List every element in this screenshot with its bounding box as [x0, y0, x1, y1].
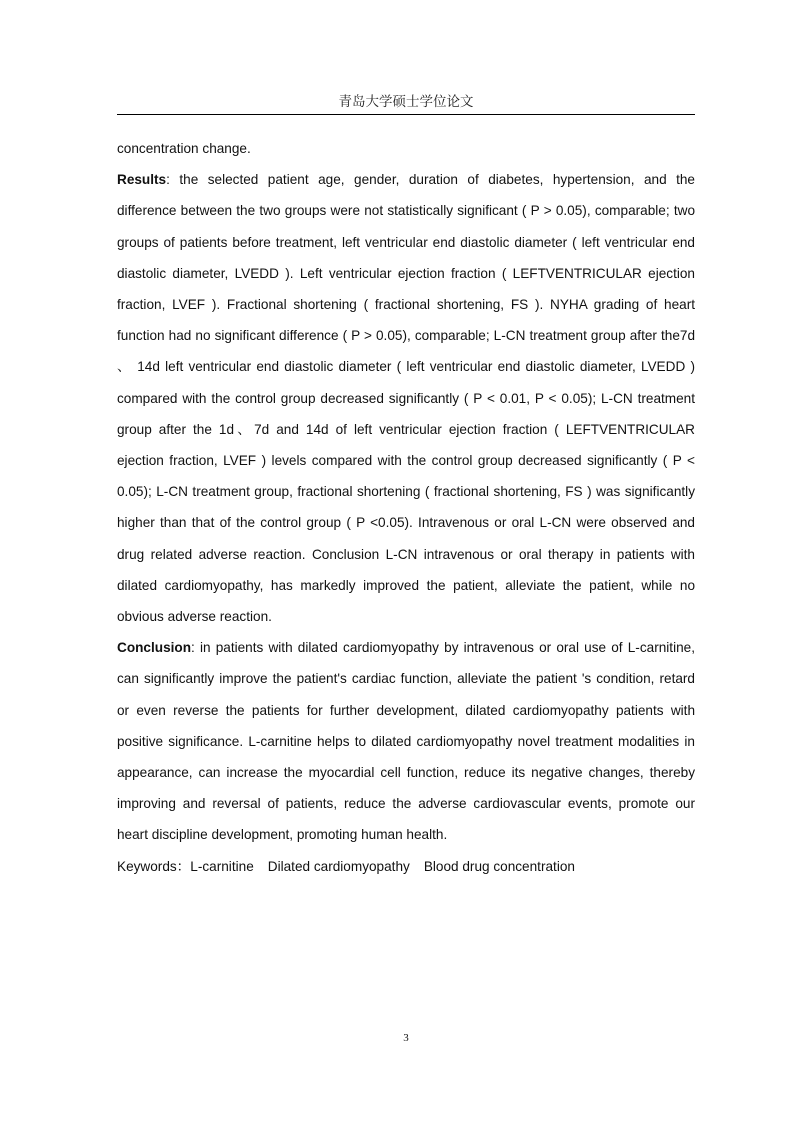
- conclusion-paragraph: [117, 632, 695, 850]
- keywords-line: [117, 851, 695, 882]
- keyword-term: Dilated cardiomyopathy: [267, 858, 410, 874]
- results-paragraph: [117, 164, 695, 632]
- intro-fragment: concentration change.: [117, 141, 251, 156]
- keywords-label: Keywords：: [117, 858, 191, 874]
- keyword-term: Blood drug concentration: [423, 858, 575, 874]
- results-text: : the selected patient age, gender, duration of diabetes, hypertension, and the difference between the two groups were not statistically significant ( P > 0.05), comparable; two groups of patients before treatment, left ventricular end diastolic diameter ( left ventricular end diastolic diameter, LVEDD ). Left ventricular ejection fraction ( LEFTVENTRICULAR ejection fraction, LVEF ). Fractional shortening ( fractional shortening, FS ). NYHA grading of heart function had no significant difference ( P > 0.05), comparable; L-CN treatment group after the7d 、 14d left ventricular end diastolic diameter ( left ventricular end diastolic diameter, LVEDD ) compared with the control group decreased significantly ( P < 0.01, P < 0.05); L-CN treatment group after the 1d、7d and 14d of left ventricular ejection fraction ( LEFTVENTRICULAR ejection fraction, LVEF ) levels compared with the control group decreased significantly ( P < 0.05); L-CN treatment group, fractional shortening ( fractional shortening, FS ) was significantly higher than that of the control group ( P <0.05). Intravenous or oral L-CN were observed and drug related adverse reaction. Conclusion L-CN intravenous or oral therapy in patients with dilated cardiomyopathy, has markedly improved the patient, alleviate the patient, while no obvious adverse reaction.: [117, 172, 695, 625]
- abstract-body: [117, 133, 695, 882]
- running-header: 青岛大学硕士学位论文: [338, 94, 474, 110]
- page-number: 3: [403, 1032, 409, 1044]
- results-label: Results: [117, 172, 167, 188]
- conclusion-label: Conclusion: [117, 640, 192, 656]
- conclusion-text: : in patients with dilated cardiomyopathy by intravenous or oral use of L-carnitine, can significantly improve the patient's cardiac function, alleviate the patient 's condition, retard or even reverse the patients for further development, dilated cardiomyopathy patients with positive significance. L-carnitine helps to dilated cardiomyopathy novel treatment modalities in appearance, can increase the myocardial cell function, reduce its negative changes, thereby improving and reversal of patients, reduce the adverse cardiovascular events, promote our heart discipline development, promoting human health.: [117, 640, 695, 843]
- keyword-term: L-carnitine: [190, 858, 254, 874]
- header-rule: [117, 114, 695, 115]
